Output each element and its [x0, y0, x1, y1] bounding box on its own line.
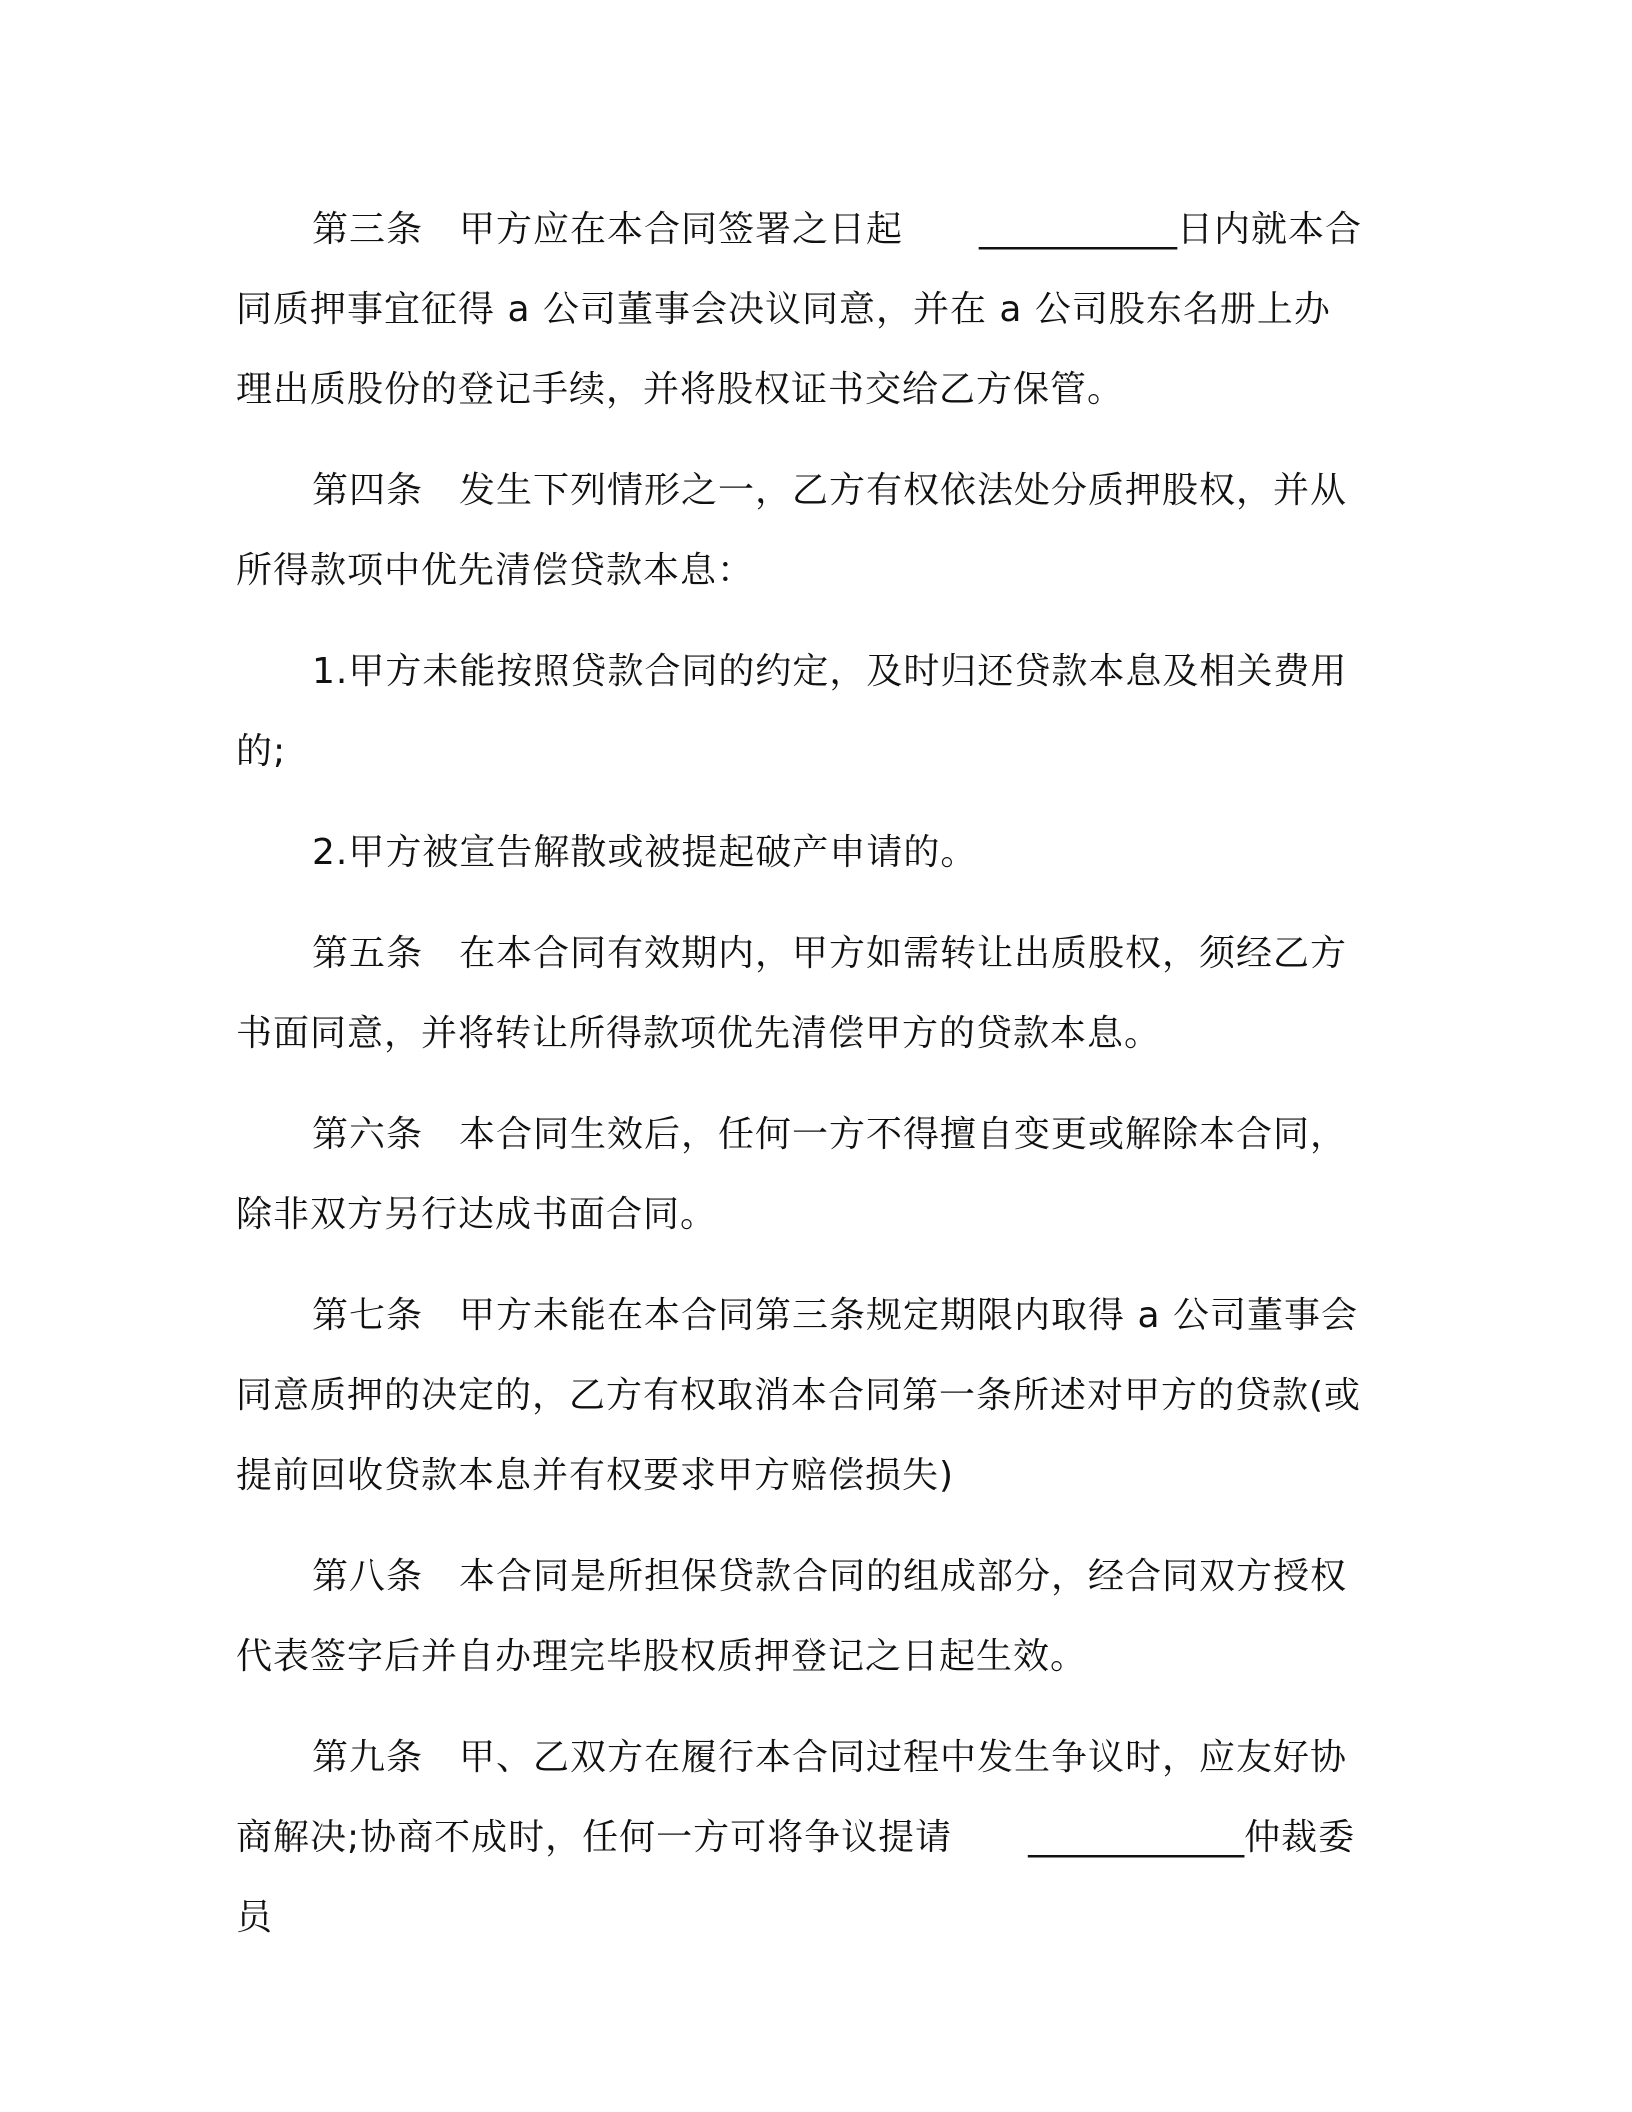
article-text: 甲方未能在本合同第三条规定期限内取得 a 公司董事会同意质押的决定的，乙方有权取消本合同第一条所述对甲方的贷款(或提前回收贷款本息并有权要求甲方赔偿损失)	[236, 1295, 1362, 1496]
article-8	[236, 1537, 1366, 1697]
list-item-text: 2.甲方被宣告解散或被提起破产申请的。	[312, 832, 978, 873]
list-item-text: 1.甲方未能按照贷款合同的约定，及时归还贷款本息及相关费用的;	[236, 651, 1348, 772]
list-item-1	[236, 632, 1366, 792]
article-text: 发生下列情形之一，乙方有权依法处分质押股权，并从所得款项中优先清偿贷款本息：	[236, 470, 1348, 591]
article-text: 甲、乙双方在履行本合同过程中发生争议时，应友好协商解决;协商不成时，任何一方可将争议提请	[236, 1737, 1348, 1858]
article-7	[236, 1276, 1366, 1516]
article-number: 第四条	[312, 470, 424, 511]
article-text: 甲方应在本合同签署之日起	[459, 209, 904, 250]
article-5	[236, 914, 1366, 1074]
article-text: 仲裁委员	[236, 1817, 1356, 1938]
article-text: 日内就本合同质押事宜征得 a 公司董事会决议同意，并在 a 公司股东名册上办理出质股份的登记手续，并将股权证书交给乙方保管。	[236, 209, 1363, 410]
article-text: 本合同生效后，任何一方不得擅自变更或解除本合同，除非双方另行达成书面合同。	[236, 1114, 1348, 1235]
article-number: 第八条	[312, 1556, 424, 1597]
list-item-2	[236, 813, 1366, 893]
article-number: 第六条	[312, 1114, 424, 1155]
article-4	[236, 451, 1366, 611]
article-number: 第九条	[312, 1737, 424, 1778]
article-9	[236, 1718, 1366, 1958]
fill-in-blank: ____________	[1028, 1817, 1245, 1858]
article-text: 在本合同有效期内，甲方如需转让出质股权，须经乙方书面同意，并将转让所得款项优先清偿甲方的贷款本息。	[236, 933, 1348, 1054]
article-3	[236, 190, 1366, 430]
article-number: 第七条	[312, 1295, 424, 1336]
document-body	[236, 190, 1366, 1979]
article-number: 第三条	[312, 209, 424, 250]
article-text: 本合同是所担保贷款合同的组成部分，经合同双方授权代表签字后并自办理完毕股权质押登记之日起生效。	[236, 1556, 1348, 1677]
fill-in-blank: ___________	[979, 209, 1178, 250]
article-6	[236, 1095, 1366, 1255]
article-number: 第五条	[312, 933, 424, 974]
